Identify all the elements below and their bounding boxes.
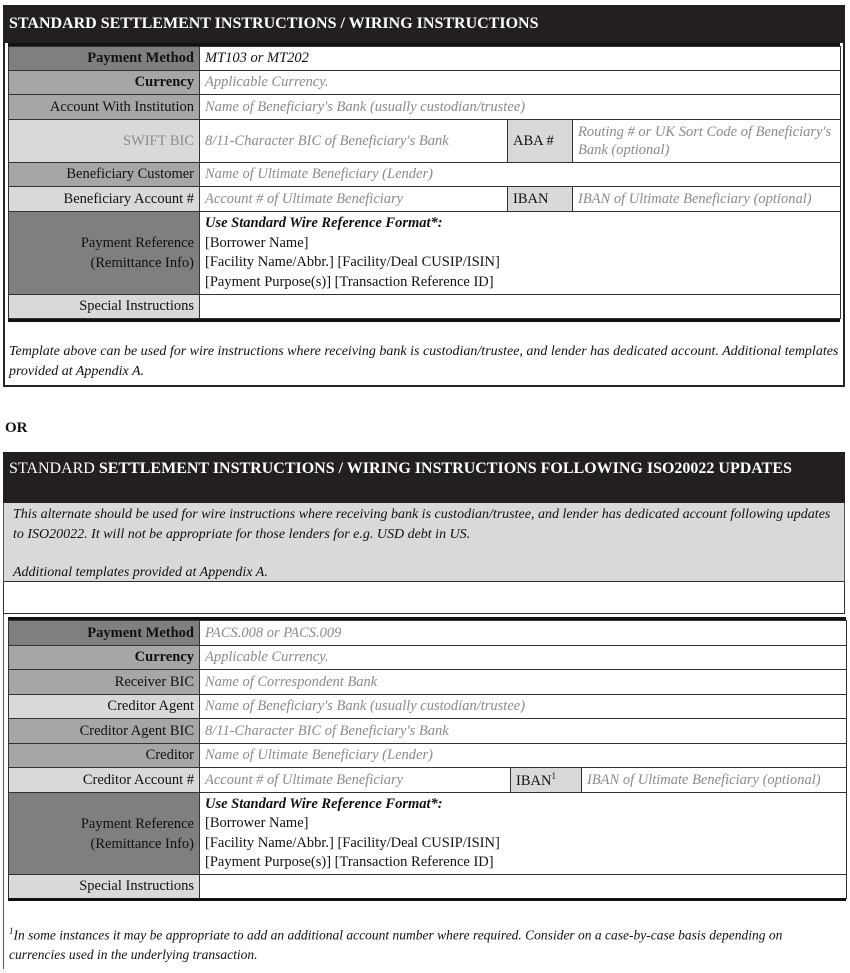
s1-currency-value[interactable]: Applicable Currency. — [200, 71, 841, 95]
section1-header — [3, 5, 845, 43]
s1-iban-value[interactable]: IBAN of Ultimate Beneficiary (optional) — [573, 187, 841, 212]
s2-payment-reference-label — [9, 793, 200, 875]
s2-creditor-account-value[interactable]: Account # of Ultimate Beneficiary — [200, 768, 511, 793]
section1-table — [8, 46, 841, 319]
section2-outer-line-left — [3, 614, 4, 969]
s1-beneficiary-customer-value[interactable]: Name of Ultimate Beneficiary (Lender) — [200, 163, 841, 187]
s2-receiver-bic-label: Receiver BIC — [9, 670, 200, 695]
s2-receiver-bic-value[interactable]: Name of Correspondent Bank — [200, 670, 847, 695]
s2-payref-line2: [Facility Name/Abbr.] [Facility/Deal CUSIP/ISIN] — [205, 834, 500, 851]
section1-bottom-rule — [8, 319, 840, 322]
s2-currency-value[interactable]: Applicable Currency. — [200, 646, 847, 670]
section2-footnote — [9, 922, 839, 965]
s2-iban-label — [511, 768, 582, 793]
s2-iban-value[interactable]: IBAN of Ultimate Beneficiary (optional) — [582, 768, 847, 793]
s1-row-currency — [9, 71, 841, 95]
s2-row-creditor-agent-bic — [9, 719, 847, 744]
s2-payref-title: Use Standard Wire Reference Format*: — [205, 795, 443, 812]
s2-row-receiver-bic — [9, 670, 847, 695]
s1-payref-line2: [Facility Name/Abbr.] [Facility/Deal CUSIP/ISIN] — [205, 254, 500, 270]
s1-payref-title: Use Standard Wire Reference Format*: — [205, 215, 443, 231]
s2-special-instructions-value[interactable] — [200, 875, 847, 899]
s1-row-special-instructions — [9, 295, 841, 319]
section2-intro: This alternate should be used for wire instructions where receiving bank is custodian/trustee, and lender has dedicated account following updates to ISO20022. It will not be appropriate for those lenders for e.g. USD debt in US. — [13, 507, 831, 542]
s2-row-creditor-account — [9, 768, 847, 793]
s2-creditor-label: Creditor — [9, 744, 200, 768]
s1-swift-label: SWIFT BIC — [9, 120, 200, 163]
section2-table — [8, 620, 847, 899]
or-separator: OR — [5, 420, 28, 436]
s1-payref-line3: [Payment Purpose(s)] [Transaction Reference ID] — [205, 273, 494, 290]
s1-payment-reference-value[interactable] — [200, 212, 841, 295]
s2-row-creditor-agent — [9, 695, 847, 719]
s2-payref-label-line2: (Remittance Info) — [90, 835, 194, 852]
s1-beneficiary-account-label: Beneficiary Account # — [9, 187, 200, 212]
s1-swift-value[interactable]: 8/11-Character BIC of Beneficiary's Bank — [200, 120, 508, 163]
s2-creditor-account-label: Creditor Account # — [9, 768, 200, 793]
s2-payref-line3: [Payment Purpose(s)] [Transaction Reference ID] — [205, 854, 494, 870]
s2-special-instructions-label: Special Instructions — [9, 875, 200, 899]
s1-iban-label: IBAN — [508, 187, 573, 212]
s2-row-creditor — [9, 744, 847, 768]
section2-footnote-text: In some instances it may be appropriate to add an additional account number where required. Consider on a case-by-case basis depending on currencies used in the underlying transaction. — [9, 927, 783, 962]
s1-beneficiary-account-value[interactable]: Account # of Ultimate Beneficiary — [200, 187, 508, 212]
section2-bottom-rule — [8, 898, 846, 901]
s1-row-beneficiary-account — [9, 187, 841, 212]
s2-payment-method-value[interactable]: PACS.008 or PACS.009 — [200, 621, 847, 646]
s1-row-swift-bic — [9, 120, 841, 163]
section2-header-bold: SETTLEMENT INSTRUCTIONS / WIRING INSTRUCTIONS FOLLOWING ISO20022 UPDATES — [98, 460, 792, 477]
section1-note: Template above can be used for wire instructions where receiving bank is custodian/trustee, and lender has dedicated account. Additional templates provided at Appendix A. — [9, 344, 839, 379]
s1-payref-label-line1: Payment Reference — [80, 235, 194, 251]
s1-special-instructions-value[interactable] — [200, 295, 841, 319]
s1-row-payment-method — [9, 47, 841, 71]
s2-row-payment-reference — [9, 793, 847, 875]
section1-header-text: STANDARD SETTLEMENT INSTRUCTIONS / WIRING INSTRUCTIONS — [9, 15, 539, 32]
s2-payment-method-label: Payment Method — [9, 621, 200, 646]
s2-row-payment-method — [9, 621, 847, 646]
s2-payref-line1: [Borrower Name] — [205, 815, 309, 831]
s2-iban-footnote-mark: 1 — [551, 770, 556, 781]
s1-awi-value[interactable]: Name of Beneficiary's Bank (usually custodian/trustee) — [200, 95, 841, 120]
s2-payment-reference-value[interactable] — [200, 793, 847, 875]
section2-header-normal: STANDARD — [9, 460, 95, 477]
s2-row-currency — [9, 646, 847, 670]
s2-row-special-instructions — [9, 875, 847, 899]
s1-currency-label: Currency — [9, 71, 200, 95]
s1-payment-reference-label — [9, 212, 200, 295]
s2-creditor-agent-bic-label: Creditor Agent BIC — [9, 719, 200, 744]
s1-special-instructions-label: Special Instructions — [9, 295, 200, 319]
s1-row-account-with-institution — [9, 95, 841, 120]
s2-creditor-value[interactable]: Name of Ultimate Beneficiary (Lender) — [200, 744, 847, 768]
s2-creditor-agent-bic-value[interactable]: 8/11-Character BIC of Beneficiary's Bank — [200, 719, 847, 744]
s1-aba-label: ABA # — [508, 120, 573, 163]
s1-row-payment-reference — [9, 212, 841, 295]
section2-footnote-mark: 1 — [9, 926, 14, 936]
s1-aba-value[interactable]: Routing # or UK Sort Code of Beneficiary's Bank (optional) — [573, 120, 841, 163]
s2-creditor-agent-value[interactable]: Name of Beneficiary's Bank (usually custodian/trustee) — [200, 695, 847, 719]
s1-beneficiary-customer-label: Beneficiary Customer — [9, 163, 200, 187]
section2-blank-row — [3, 581, 845, 614]
s2-payref-label-line1: Payment Reference — [80, 815, 194, 832]
s1-awi-label: Account With Institution — [9, 95, 200, 120]
s2-currency-label: Currency — [9, 646, 200, 670]
s1-payment-method-label: Payment Method — [9, 47, 200, 71]
s1-payment-method-value[interactable]: MT103 or MT202 — [200, 47, 841, 71]
section2-intro2: Additional templates provided at Appendix A. — [13, 565, 268, 580]
s1-payref-label-line2: (Remittance Info) — [90, 255, 194, 271]
s2-iban-label-text: IBAN — [516, 772, 552, 789]
section2-header — [3, 452, 845, 503]
s1-payref-line1: [Borrower Name] — [205, 234, 309, 251]
s2-creditor-agent-label: Creditor Agent — [9, 695, 200, 719]
s1-row-beneficiary-customer — [9, 163, 841, 187]
